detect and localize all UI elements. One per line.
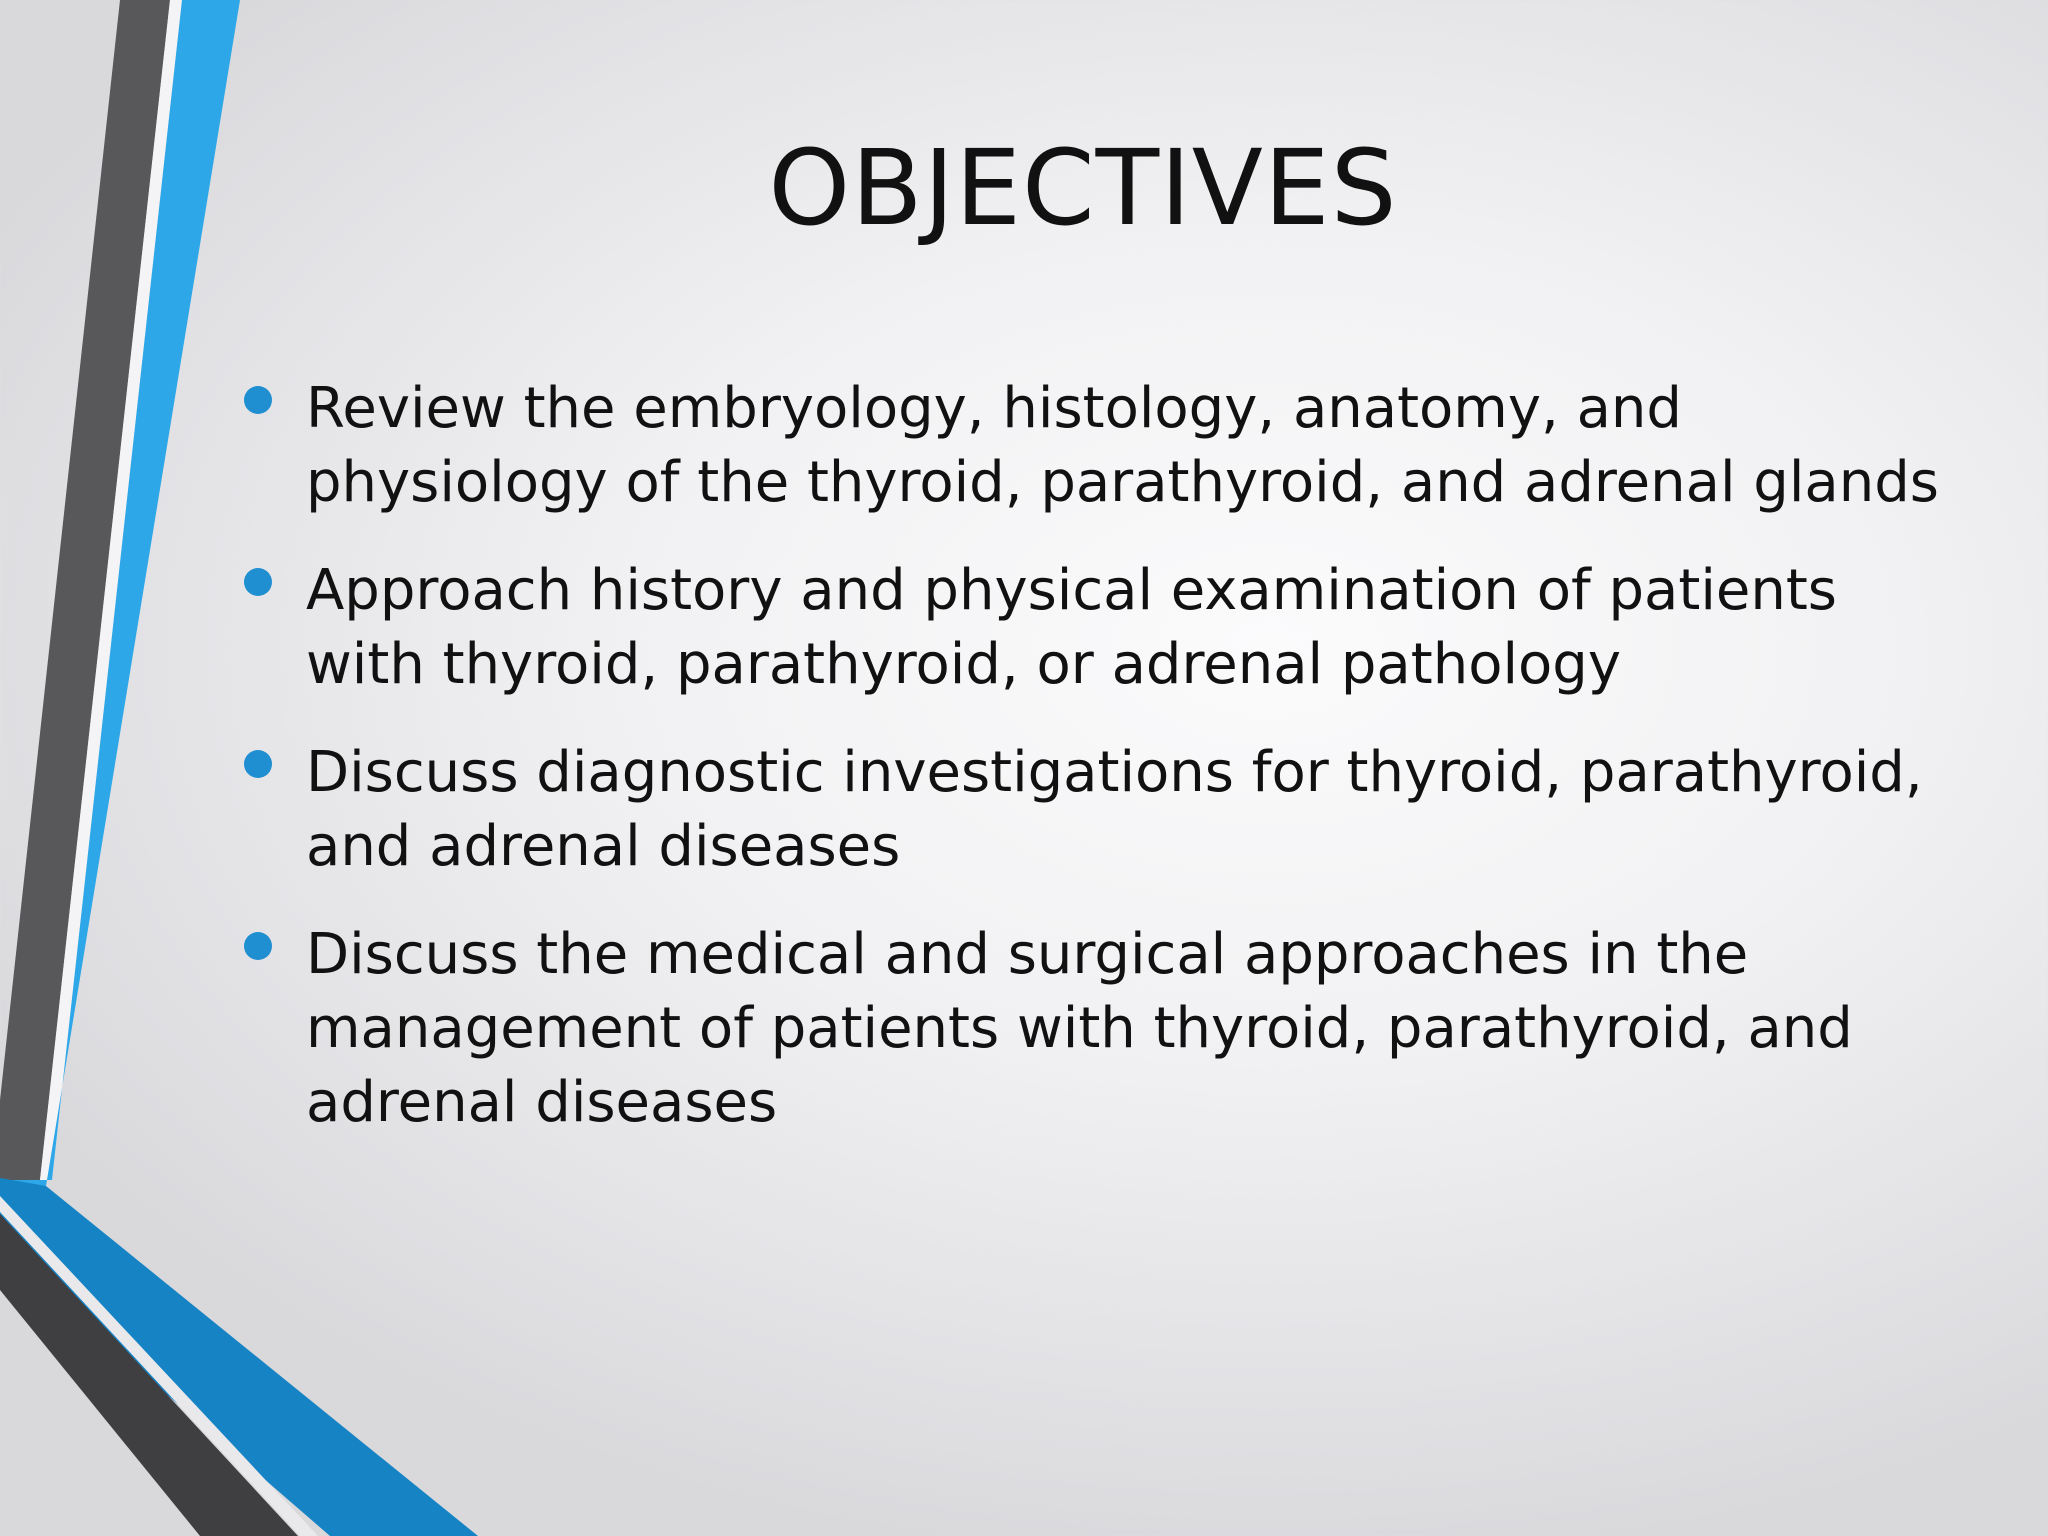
bullet-dot-icon [244,932,272,960]
bullet-text: Discuss the medical and surgical approaches in the management of patients with thyroid, parathyroid, and adrenal diseases [306,922,1853,1135]
bullet-dot-icon [244,386,272,414]
list-item [240,372,1940,520]
bullet-text: Discuss diagnostic investigations for thyroid, parathyroid, and adrenal diseases [306,740,1923,879]
objectives-list [240,372,1940,1174]
list-item [240,736,1940,884]
bullet-dot-icon [244,568,272,596]
slide-title: OBJECTIVES [768,127,1398,249]
list-item [240,918,1940,1140]
list-item [240,554,1940,702]
bullet-dot-icon [244,750,272,778]
bullet-text: Approach history and physical examination of patients with thyroid, parathyroid, or adrenal pathology [306,558,1837,697]
bullet-text: Review the embryology, histology, anatomy, and physiology of the thyroid, parathyroid, and adrenal glands [306,376,1939,515]
